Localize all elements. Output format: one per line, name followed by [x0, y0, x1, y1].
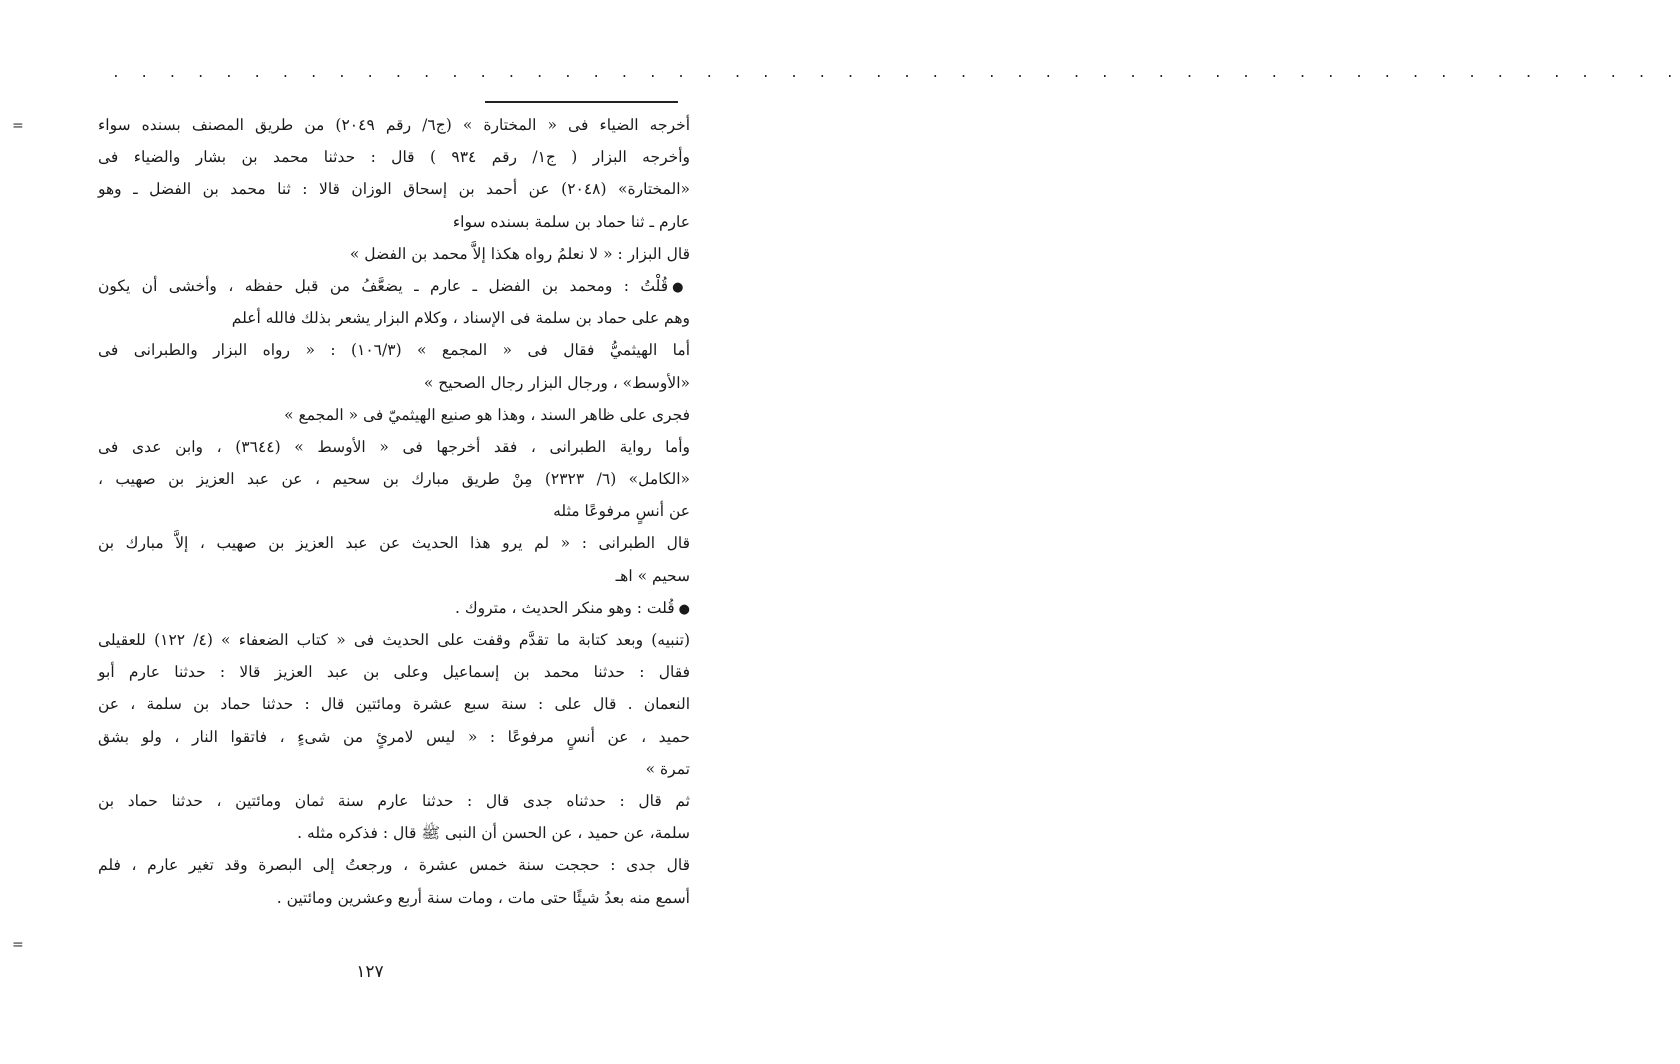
line-text: «المختارة» (٢٠٤٨) عن أحمد بن إسحاق الوزان قالا : ثنا محمد بن الفضل ـ وهو — [98, 180, 690, 199]
footnote-text-block — [98, 109, 690, 914]
text-line — [98, 753, 690, 785]
line-text: أخرجه الضياء فى « المختارة » (ج٦/ رقم ٢٠٤٩) من طريق المصنف بسنده سواء — [98, 116, 691, 134]
line-text: عارم ـ ثنا حماد بن سلمة بسنده سواء — [452, 212, 690, 231]
line-text: «الأوسط» ، ورجال البزار رجال الصحيح » — [423, 373, 690, 392]
header-dotted-rule: . . . . . . . . . . . . . . . . . . . . . . . . . . . . . . . . . . . . . . . . . . . . . . . . . . . . . . . . — [112, 66, 1680, 81]
paragraph — [98, 624, 690, 785]
line-text: فقال : حدثنا محمد بن إسماعيل وعلى بن عبد العزيز قالا : حدثنا عارم أبو — [98, 663, 690, 682]
line-text: أسمع منه بعدُ شيئًا حتى مات ، ومات سنة أربع وعشرين ومائتين . — [276, 888, 690, 907]
text-line — [98, 431, 690, 463]
line-text: «الكامل» (٦/ ٢٣٢٣) مِنْ طريق مبارك بن سحيم ، عن عبد العزيز بن صهيب ، — [98, 470, 690, 489]
text-line — [98, 527, 690, 559]
page-number: ١٢٧ — [356, 962, 384, 982]
text-line — [98, 367, 690, 399]
paragraph — [98, 431, 690, 528]
paragraph — [98, 109, 690, 238]
text-line — [98, 785, 690, 817]
bullet-icon: ● — [672, 279, 691, 295]
text-line — [98, 721, 690, 753]
text-line — [98, 238, 690, 270]
line-text: تمرة » — [645, 759, 690, 778]
text-line — [98, 399, 690, 431]
line-text: سلمة، عن حميد ، عن الحسن أن النبى ﷺ قال : فذكره مثله . — [297, 824, 690, 843]
text-line — [98, 463, 690, 495]
paragraph — [98, 399, 690, 431]
bullet-icon: ● — [678, 601, 690, 617]
line-text: قُلْتُ : ومحمد بن الفضل ـ عارم ـ يضعَّفُ من قبل حفظه ، وأخشى أن يكون — [98, 276, 669, 295]
text-line — [98, 270, 690, 302]
text-line — [98, 624, 690, 656]
line-text: قُلت : وهو منكر الحديث ، متروك . — [454, 598, 675, 617]
line-text: وأخرجه البزار ( ج١/ رقم ٩٣٤ ) قال : حدثنا محمد بن بشار والضياء فى — [98, 148, 690, 167]
margin-mark-top: = — [12, 118, 24, 134]
paragraph — [98, 270, 690, 334]
line-text: قال البزار : « لا نعلمُ رواه هكذا إلاَّ محمد بن الفضل » — [349, 244, 690, 263]
line-text: فجرى على ظاهر السند ، وهذا هو صنيع الهيثميّ فى « المجمع » — [284, 405, 690, 424]
text-line — [98, 334, 690, 366]
text-line — [98, 109, 690, 141]
line-text: قال الطبرانى : « لم يرو هذا الحديث عن عبد العزيز بن صهيب ، إلاَّ مبارك بن — [98, 534, 690, 553]
text-line — [98, 817, 690, 849]
text-line — [98, 656, 690, 688]
paragraph — [98, 527, 690, 591]
line-text: (تنبيه) وبعد كتابة ما تقدَّم وقفت على الحديث فى « كتاب الضعفاء » (٤/ ١٢٢) للعقيلى — [98, 631, 690, 649]
text-line — [98, 592, 690, 624]
line-text: ثم قال : حدثناه جدى قال : حدثنا عارم سنة ثمان ومائتين ، حدثنا حماد بن — [98, 791, 690, 810]
text-line — [98, 206, 690, 238]
footnote-separator-line — [485, 101, 678, 103]
paragraph — [98, 785, 690, 849]
line-text: وهم على حماد بن سلمة فى الإسناد ، وكلام البزار يشعر بذلك فالله أعلم — [231, 309, 690, 328]
line-text: قال جدى : حججت سنة خمس عشرة ، ورجعتُ إلى البصرة وقد تغير عارم ، فلم — [98, 856, 690, 875]
paragraph — [98, 592, 690, 624]
line-text: النعمان . قال على : سنة سبع عشرة ومائتين قال : حدثنا حماد بن سلمة ، عن — [98, 695, 690, 714]
text-line — [98, 173, 690, 205]
text-line — [98, 849, 690, 881]
text-line — [98, 495, 690, 527]
text-line — [98, 141, 690, 173]
line-text: وأما رواية الطبرانى ، فقد أخرجها فى « الأوسط » (٣٦٤٤) ، وابن عدى فى — [98, 437, 691, 456]
paragraph — [98, 334, 690, 398]
paragraph — [98, 238, 690, 270]
text-line — [98, 560, 690, 592]
line-text: حميد ، عن أنسٍ مرفوعًا : « ليس لامرئٍ من شىءٍ ، فاتقوا النار ، ولو بشق — [98, 727, 690, 746]
paragraph — [98, 849, 690, 913]
line-text: سحيم » اهـ — [615, 566, 690, 585]
line-text: أما الهيثميُّ فقال فى « المجمع » (١٠٦/٣) : « رواه البزار والطبرانى فى — [98, 341, 690, 360]
text-line — [98, 688, 690, 720]
text-line — [98, 302, 690, 334]
text-line — [98, 882, 690, 914]
line-text: عن أنسٍ مرفوعًا مثله — [553, 502, 690, 521]
margin-mark-bottom: = — [12, 937, 24, 953]
